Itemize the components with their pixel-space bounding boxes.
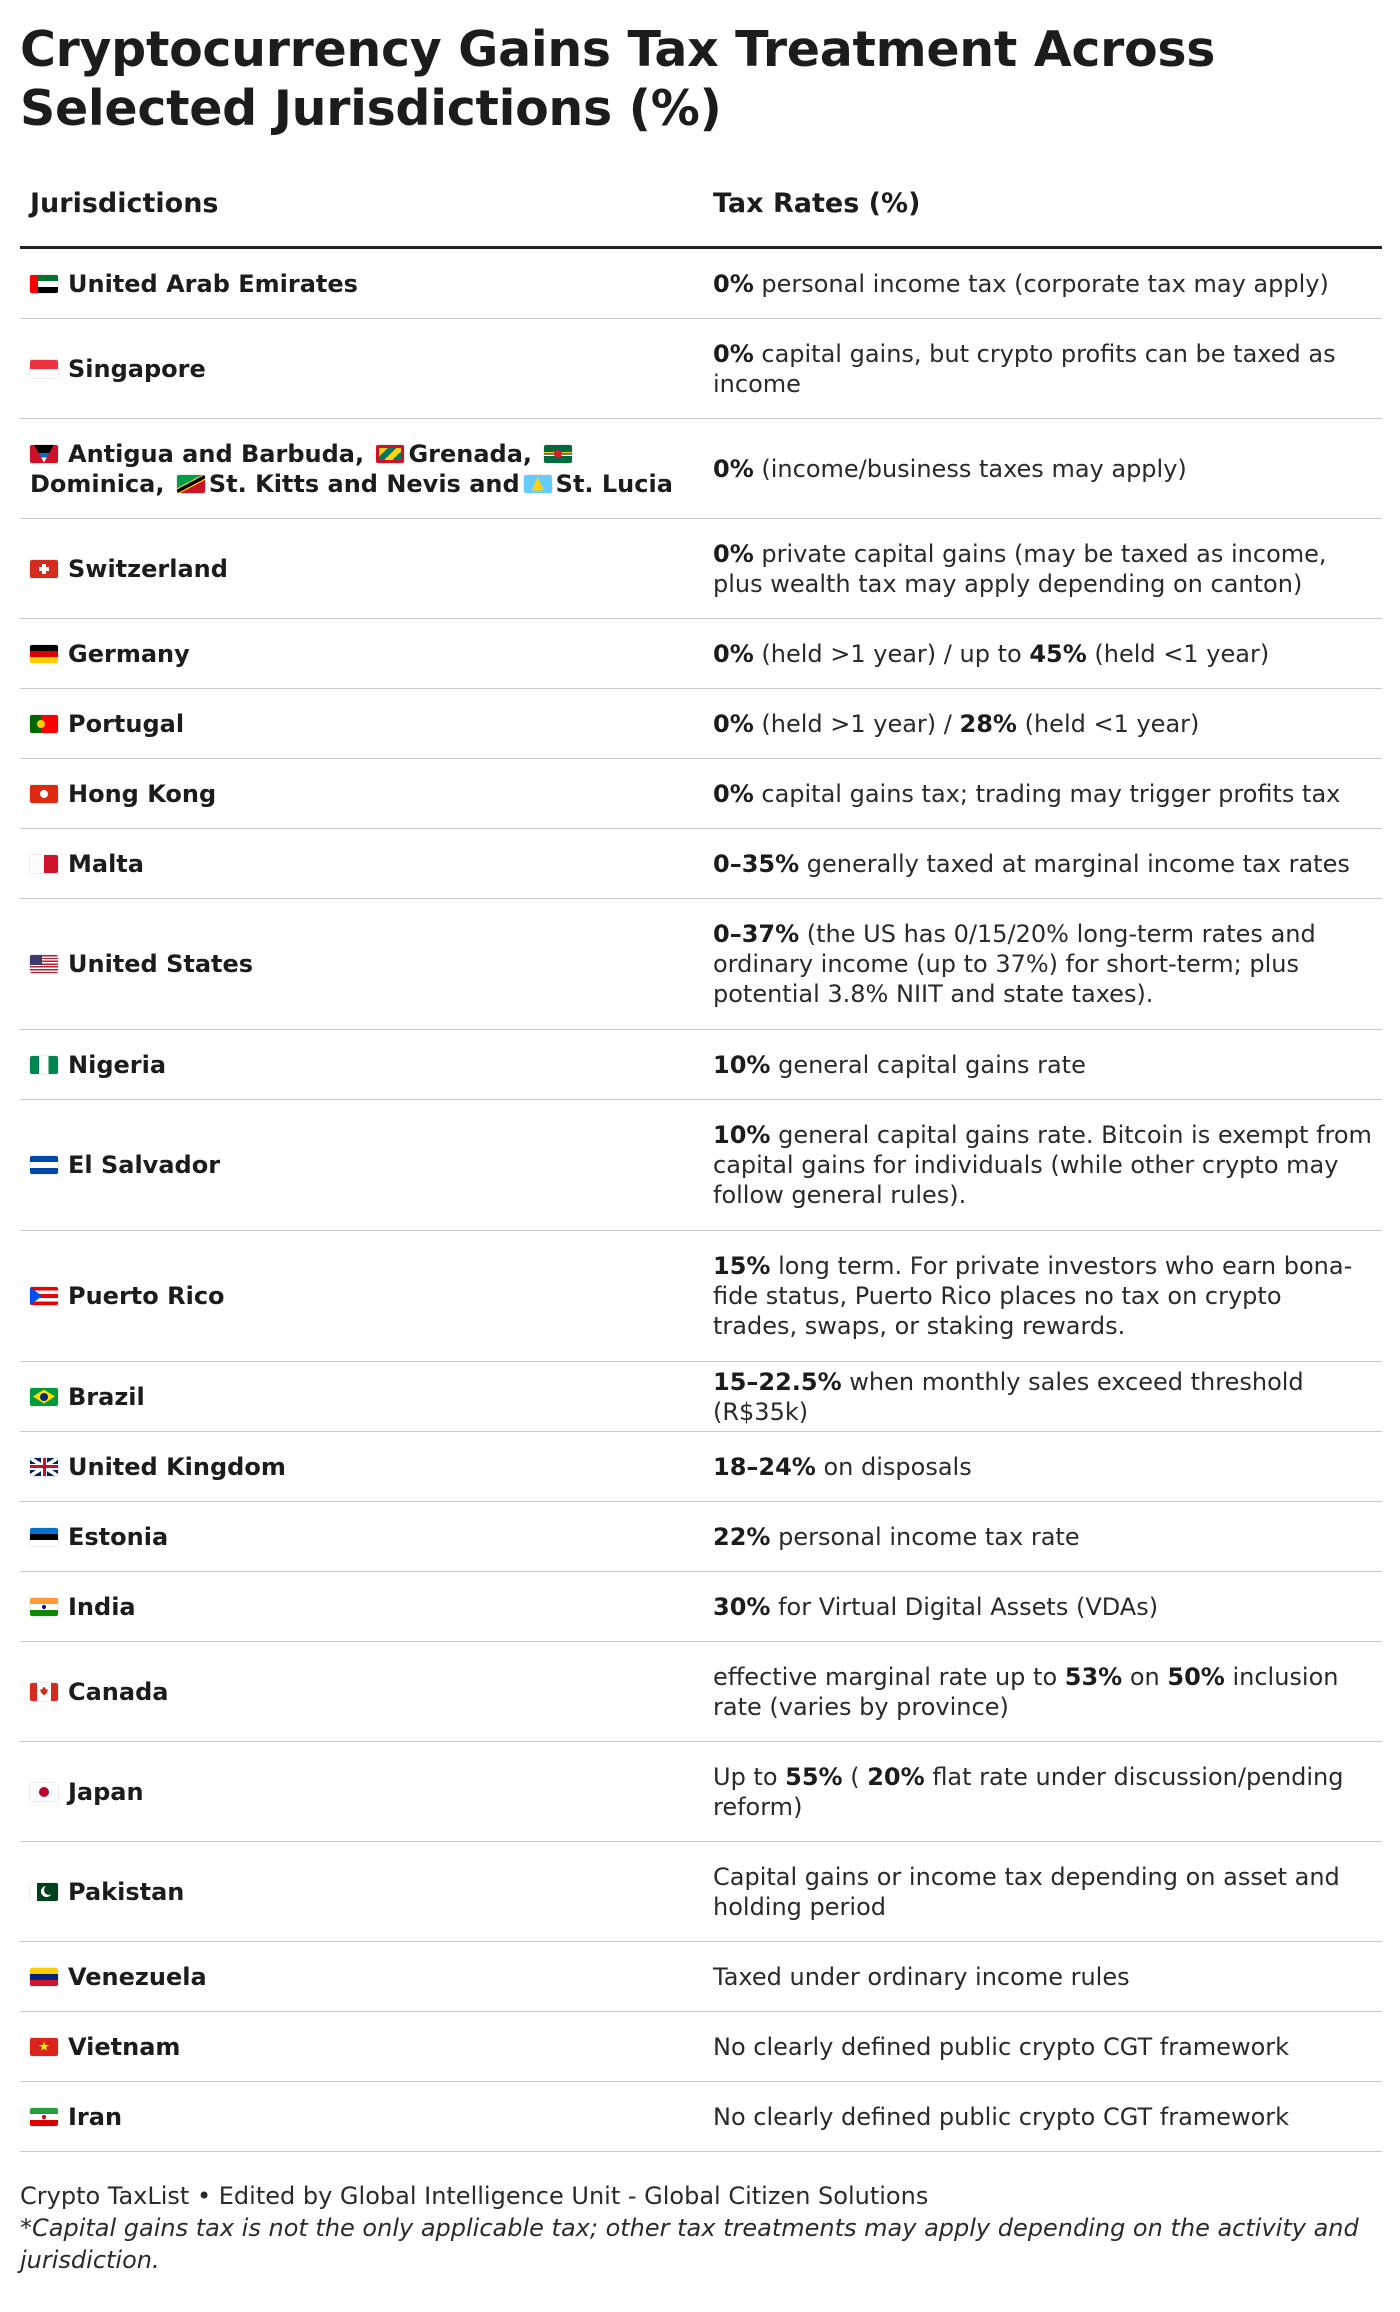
table-row [20, 419, 1382, 519]
tax-rate-cell [703, 1742, 1382, 1842]
table-row [20, 1432, 1382, 1502]
jurisdiction-name: Grenada, [408, 439, 541, 468]
jurisdiction-cell [20, 619, 703, 689]
table-row [20, 1100, 1382, 1231]
table-row [20, 319, 1382, 419]
table-row [20, 899, 1382, 1030]
jurisdiction-name: St. Kitts and Nevis and [208, 469, 520, 498]
rate-text: general capital gains rate [770, 1050, 1086, 1079]
jurisdiction-name: Dominica, [30, 469, 173, 498]
jurisdiction-cell [20, 1100, 703, 1231]
footnote: *Capital gains tax is not the only applicable tax; other tax treatments may apply depending on the activity and jurisdiction. [20, 2214, 1359, 2274]
jurisdiction-name: Vietnam [68, 2032, 181, 2061]
rate-text: inclusion rate (varies by province) [713, 1662, 1339, 1721]
canada-flag-icon [30, 1683, 58, 1701]
rate-text: generally taxed at marginal income tax rates [799, 849, 1350, 878]
rate-value: 53% [1064, 1662, 1123, 1691]
rate-text: on [1122, 1662, 1168, 1691]
jurisdiction-name: Iran [68, 2102, 123, 2131]
rate-value: 28% [959, 709, 1017, 738]
tax-rate-cell [703, 319, 1382, 419]
tax-rate-cell [703, 899, 1382, 1030]
jurisdiction-name: Switzerland [68, 554, 228, 583]
venezuela-flag-icon [30, 1968, 58, 1986]
jurisdiction-cell [20, 1572, 703, 1642]
rate-text: private capital gains (may be taxed as income, plus wealth tax may apply depending on canton) [713, 539, 1327, 598]
table-row [20, 1231, 1382, 1362]
jurisdiction-cell [20, 1642, 703, 1742]
tax-rate-cell [703, 1231, 1382, 1362]
brazil-flag-icon [30, 1388, 58, 1406]
jurisdiction-cell [20, 899, 703, 1030]
tax-rate-cell [703, 1942, 1382, 2012]
table-row [20, 1572, 1382, 1642]
table-row [20, 619, 1382, 689]
grenada-flag-icon [376, 445, 404, 463]
rate-text: (held <1 year) [1086, 639, 1270, 668]
rate-value: 15–22.5% [713, 1367, 842, 1396]
rate-text: when monthly sales exceed threshold (R$35k) [713, 1367, 1304, 1426]
table-row [20, 1642, 1382, 1742]
jurisdiction-name: Puerto Rico [68, 1282, 225, 1310]
tax-rate-cell [703, 1362, 1382, 1432]
rate-value: 20% [867, 1762, 925, 1791]
table-row [20, 1842, 1382, 1942]
united-states-flag-icon [30, 955, 58, 973]
rate-text: (held >1 year) / [753, 709, 960, 738]
tax-rate-cell [703, 829, 1382, 899]
rate-text: flat rate under discussion/pending reform) [713, 1762, 1344, 1821]
puerto-rico-flag-icon [30, 1287, 58, 1305]
vietnam-flag-icon [30, 2038, 58, 2056]
tax-rate-cell [703, 1502, 1382, 1572]
table-row [20, 519, 1382, 619]
jurisdiction-cell [20, 1432, 703, 1502]
tax-rate-cell [703, 1100, 1382, 1231]
rate-value: 0% [713, 639, 754, 668]
jurisdiction-name: St. Lucia [555, 469, 673, 498]
jurisdiction-cell [20, 1842, 703, 1942]
rate-text: capital gains, but crypto profits can be taxed as income [713, 339, 1336, 398]
dominica-flag-icon [544, 445, 572, 463]
rate-value: 0% [713, 454, 754, 483]
jurisdiction-name: Portugal [68, 709, 185, 738]
rate-text: (held <1 year) [1016, 709, 1200, 738]
table-header [20, 160, 1382, 248]
jurisdiction-name: Canada [68, 1677, 169, 1706]
tax-rate-cell [703, 519, 1382, 619]
iran-flag-icon [30, 2108, 58, 2126]
tax-rate-cell [703, 619, 1382, 689]
jurisdiction-cell [20, 1362, 703, 1432]
st-kitts-nevis-flag-icon [177, 475, 205, 493]
malta-flag-icon [30, 855, 58, 873]
rate-value: 10% [713, 1050, 771, 1079]
table-row [20, 1362, 1382, 1432]
rate-value: 55% [785, 1762, 843, 1791]
rate-value: 0–35% [713, 849, 800, 878]
table-row [20, 829, 1382, 899]
tax-rate-cell [703, 1642, 1382, 1742]
table-row [20, 689, 1382, 759]
tax-table [20, 160, 1382, 2152]
rate-text: effective marginal rate up to [713, 1662, 1065, 1691]
hong-kong-flag-icon [30, 785, 58, 803]
jurisdiction-name: United States [68, 950, 254, 978]
rate-value: 0–37% [713, 920, 800, 948]
tax-rate-cell [703, 1030, 1382, 1100]
tax-rate-cell [703, 1842, 1382, 1942]
jurisdiction-name: Estonia [68, 1522, 169, 1551]
rate-text: No clearly defined public crypto CGT framework [713, 2032, 1290, 2061]
rate-value: 18–24% [713, 1452, 816, 1481]
uae-flag-icon [30, 275, 58, 293]
jurisdiction-cell [20, 419, 703, 519]
jurisdiction-name: United Arab Emirates [68, 269, 358, 298]
tax-rate-cell [703, 248, 1382, 319]
table-row [20, 2012, 1382, 2082]
rate-value: 0% [713, 709, 754, 738]
rate-text: general capital gains rate. Bitcoin is exempt from capital gains for individuals (while other crypto may follow general rules). [713, 1121, 1372, 1209]
jurisdiction-cell [20, 1030, 703, 1100]
jurisdiction-cell [20, 1502, 703, 1572]
switzerland-flag-icon [30, 560, 58, 578]
page-title: Cryptocurrency Gains Tax Treatment Across Selected Jurisdictions (%) [20, 21, 1216, 137]
rate-text: personal income tax rate [770, 1522, 1080, 1551]
tax-rate-cell [703, 1432, 1382, 1502]
rate-value: 0% [713, 339, 754, 368]
table-row [20, 1742, 1382, 1842]
jurisdiction-name: Singapore [68, 354, 206, 383]
japan-flag-icon [30, 1783, 58, 1801]
rate-text: personal income tax (corporate tax may apply) [753, 269, 1329, 298]
jurisdiction-cell [20, 1742, 703, 1842]
rate-value: 22% [713, 1522, 771, 1551]
germany-flag-icon [30, 645, 58, 663]
rate-text: on disposals [815, 1452, 972, 1481]
nigeria-flag-icon [30, 1056, 58, 1074]
india-flag-icon [30, 1598, 58, 1616]
table-row [20, 1030, 1382, 1100]
rate-text: Up to [713, 1762, 786, 1791]
rate-text: (held >1 year) / up to [753, 639, 1030, 668]
rate-text: (income/business taxes may apply) [753, 454, 1187, 483]
rate-value: 0% [713, 539, 754, 568]
table-row [20, 1502, 1382, 1572]
jurisdiction-name: Brazil [68, 1382, 145, 1411]
rate-text: No clearly defined public crypto CGT framework [713, 2102, 1290, 2131]
rate-text: long term. For private investors who earn bona-fide status, Puerto Rico places no tax on crypto trades, swaps, or staking rewards. [713, 1252, 1353, 1340]
st-lucia-flag-icon [524, 475, 552, 493]
jurisdiction-cell [20, 1231, 703, 1362]
singapore-flag-icon [30, 360, 58, 378]
jurisdiction-name: Hong Kong [68, 779, 217, 808]
tax-rate-cell [703, 689, 1382, 759]
portugal-flag-icon [30, 715, 58, 733]
jurisdiction-cell [20, 1942, 703, 2012]
table-row [20, 2082, 1382, 2152]
jurisdiction-cell [20, 319, 703, 419]
rate-value: 0% [713, 779, 754, 808]
table-body [20, 248, 1382, 2152]
tax-rate-cell [703, 2012, 1382, 2082]
rate-value: 30% [713, 1592, 771, 1621]
table-row [20, 1942, 1382, 2012]
tax-rate-cell [703, 419, 1382, 519]
jurisdiction-name: El Salvador [68, 1151, 221, 1179]
jurisdiction-name: Japan [68, 1777, 144, 1806]
jurisdiction-name: Antigua and Barbuda, [68, 439, 373, 468]
el-salvador-flag-icon [30, 1156, 58, 1174]
jurisdiction-name: Venezuela [68, 1962, 207, 1991]
pakistan-flag-icon [30, 1883, 58, 1901]
rate-text: (the US has 0/15/20% long-term rates and ordinary income (up to 37%) for short-term; plus potential 3.8% NIIT and state taxes). [713, 920, 1316, 1008]
rate-value: 45% [1029, 639, 1087, 668]
jurisdiction-cell [20, 689, 703, 759]
jurisdiction-name: Nigeria [68, 1050, 167, 1079]
header-jurisdictions: Jurisdictions [20, 160, 703, 248]
rate-text: ( [842, 1762, 868, 1791]
jurisdiction-name: Germany [68, 639, 190, 668]
rate-value: 50% [1167, 1662, 1225, 1691]
estonia-flag-icon [30, 1528, 58, 1546]
rate-text: capital gains tax; trading may trigger profits tax [753, 779, 1341, 808]
header-row [20, 160, 1382, 248]
jurisdiction-cell [20, 829, 703, 899]
jurisdiction-cell [20, 2012, 703, 2082]
jurisdiction-cell [20, 248, 703, 319]
rate-text: for Virtual Digital Assets (VDAs) [770, 1592, 1159, 1621]
jurisdiction-cell [20, 2082, 703, 2152]
footer [20, 2180, 1380, 2276]
jurisdiction-name: Malta [68, 849, 144, 878]
source-credit: Crypto TaxList • Edited by Global Intelligence Unit - Global Citizen Solutions [20, 2182, 929, 2210]
tax-rate-cell [703, 759, 1382, 829]
header-tax-rates: Tax Rates (%) [703, 160, 1382, 248]
rate-value: 0% [713, 269, 754, 298]
jurisdiction-cell [20, 759, 703, 829]
rate-text: Capital gains or income tax depending on asset and holding period [713, 1862, 1340, 1921]
jurisdiction-name: India [68, 1592, 136, 1621]
table-row [20, 759, 1382, 829]
rate-text: Taxed under ordinary income rules [713, 1962, 1130, 1991]
jurisdiction-name: Pakistan [68, 1877, 185, 1906]
rate-value: 15% [713, 1252, 771, 1280]
tax-rate-cell [703, 2082, 1382, 2152]
jurisdiction-name: United Kingdom [68, 1452, 286, 1481]
table-row [20, 248, 1382, 319]
tax-rate-cell [703, 1572, 1382, 1642]
jurisdiction-cell [20, 519, 703, 619]
antigua-barbuda-flag-icon [30, 445, 58, 463]
rate-value: 10% [713, 1121, 771, 1149]
united-kingdom-flag-icon [30, 1458, 58, 1476]
